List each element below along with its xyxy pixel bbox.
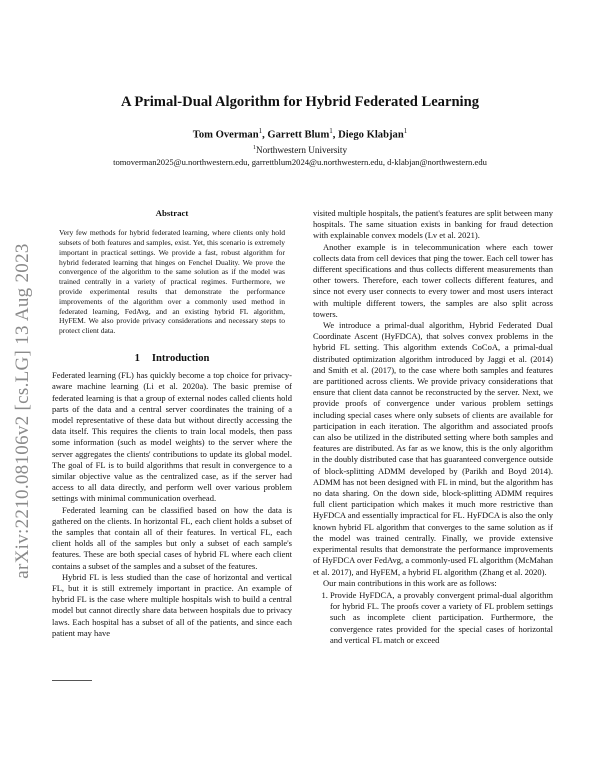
author-affiliation-mark: 1 [329,127,333,135]
author-list: Tom Overman$^1$, Garrett Blum$^1$, Diego Klabjan$^1$ [192,127,408,141]
author-affiliation-mark: 1 [258,127,263,135]
paragraph: Our main contributions in this work are as follows: [323,577,497,588]
author-emails: tomoverman2025@u.northwestern.edu, garrettblum2024@u.northwestern.edu, d-klabjan@northwestern.edu [113,157,487,167]
affiliation-mark: 1 [252,145,256,151]
author-name: Tom Overman [192,129,259,141]
paragraph: Hybrid FL is less studied than the case of horizontal and vertical FL, but it is still extremely important in practice. An example of hybrid FL is the case where multiple hospitals wish to build a central model but cannot directly share data between hospitals due to privacy laws. Each hospital has a subset of all of the patients, and since each patient may have [52,571,292,638]
author-affiliation-mark: 1 [403,127,408,135]
paragraph: Federated learning (FL) has quickly become a top choice for privacy-aware machine learning (Li et al. 2020a). The basic premise of federated learning is that a group of external nodes called clients hold parts of the data and a central server coordinates the training of a model representative of these data but without directly accessing the data itself. This requires the clients to train local models, then pass some information (such as model weights) to the server where the server aggregates the clients' contributions to update its global model. The goal of FL is to build algorithms that result in convergence to a similar objective value as the centralized case, as if the server had access to all data directly, and perform well over various problem settings with minimal communication overhead. [52,370,292,504]
section-heading [52,353,292,364]
paragraph: visited multiple hospitals, the patient's features are split between many hospitals. The same situation exists in banking for fraud detection with explainable convex models (Lv et al. 2021). [313,208,553,241]
paper-title: A Primal-Dual Algorithm for Hybrid Federated Learning [120,94,480,110]
paragraph: We introduce a primal-dual algorithm, Hybrid Federated Dual Coordinate Ascent (HyFDCA), that solves convex problems in the hybrid FL setting. This algorithm extends CoCoA, a primal-dual distributed optimization algorithm introduced by Jaggi et al. (2014) and Smith et al. (2017), to the case where both samples and features are partitioned across clients. We provide privacy considerations that ensure that client data cannot be reconstructed by the server. Next, we provide proofs of convergence under various problem settings including special cases where only subsets of clients are available for participation in each iteration. The algorithm and associated proofs can also be utilized in the distributed setting where both samples and features are distributed. As far as we know, this is the only algorithm in the doubly distributed case that has guaranteed convergence outside of block-splitting ADMM developed by (Parikh and Boyd 2014). ADMM has not been designed with FL in mind, but the algorithm has no data sharing. On the down side, block-splitting ADMM requires full client participation which makes it much more restrictive than HyFDCA and essentially impractical for FL. HyFDCA is also the only known hybrid FL algorithm that converges to the same solution as if the model was trained centrally. Finally, we provide extensive experimental results that demonstrate the performance improvements of HyFDCA over FedAvg, a commonly-used FL algorithm (McMahan et al. 2017), and HyFEM, a hybrid FL algorithm (Zhang et al. 2020). [313,320,553,577]
affiliation-name: Northwestern University [255,145,348,156]
right-column [313,208,553,646]
section-number: 1 [134,352,140,364]
author-name: Garrett Blum [267,129,330,141]
paragraph: Another example is in telecommunication where each tower collects data from cell devices that ping the tower. Each cell tower has different specifications and thus collects different measurements than other towers. Therefore, each tower collects different features, and since not every user connects to every tower and most users interact with multiple different towers, the samples are also split across towers. [313,241,553,319]
contributions-list [313,590,553,646]
affiliation [0,145,600,155]
list-item: 1. Provide HyFDCA, a provably convergent primal-dual algorithm for hybrid FL. The proofs cover a variety of FL problem settings such as incomplete client participation. Furthermore, the convergence rates provided for the special cases of horizontal and vertical FL match or exceed [330,590,553,646]
section-title: Introduction [151,352,210,364]
abstract-text: Very few methods for hybrid federated learning, where clients only hold subsets of both features and samples, exist. Yet, this scenario is extremely important in practical settings. We provide a fast, robust algorithm for hybrid federated learning that hinges on Fenchel Duality. We prove the convergence of the algorithm to the same solution as if the model was trained centrally in a variety of practical regimes. Furthermore, we provide experimental results that demonstrate the performance improvements of the algorithm over a commonly used method in federated learning, FedAvg, and an existing hybrid FL algorithm, HyFEM. We also provide privacy considerations and necessary steps to protect client data. [59,228,285,336]
footnote-rule [52,680,92,681]
paragraph: Federated learning can be classified based on how the data is gathered on the clients. In horizontal FL, each client holds a subset of the samples that contain all of their features. In vertical FL, each client holds all of the samples but only a subset of each sample's features. These are both special cases of hybrid FL where each client contains a subset of the samples and a subset of the features. [52,504,292,571]
abstract-heading: Abstract [155,208,189,218]
left-column [52,208,292,639]
author-name: Diego Klabjan [338,129,404,141]
arxiv-stamp [6,196,40,626]
arxiv-stamp-text: arXiv:2210.08106v2 [cs.LG] 13 Aug 2023 [12,243,33,579]
